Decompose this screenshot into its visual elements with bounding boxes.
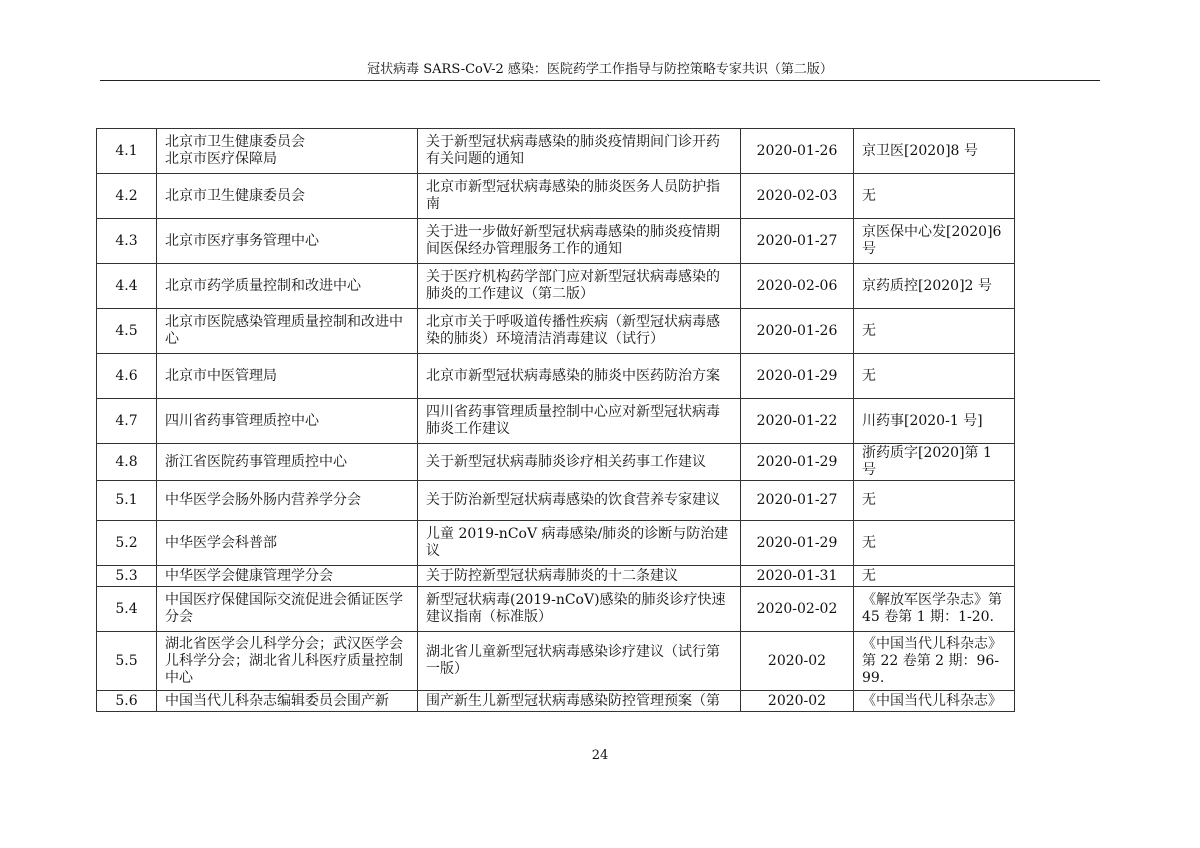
table-body bbox=[97, 129, 1015, 712]
cell-document-number: 无 bbox=[854, 354, 1015, 399]
cell-document-title: 北京市新型冠状病毒感染的肺炎医务人员防护指南 bbox=[418, 174, 741, 219]
cell-organization: 北京市医疗事务管理中心 bbox=[157, 219, 418, 264]
table-row bbox=[97, 264, 1015, 309]
cell-document-title: 关于进一步做好新型冠状病毒感染的肺炎疫情期间医保经办管理服务工作的通知 bbox=[418, 219, 741, 264]
cell-document-number: 浙药质字[2020]第 1 号 bbox=[854, 444, 1015, 481]
cell-date: 2020-01-29 bbox=[741, 444, 854, 481]
table-row bbox=[97, 481, 1015, 521]
cell-document-title: 关于医疗机构药学部门应对新型冠状病毒感染的肺炎的工作建议（第二版） bbox=[418, 264, 741, 309]
cell-date: 2020-01-27 bbox=[741, 219, 854, 264]
cell-document-title: 儿童 2019-nCoV 病毒感染/肺炎的诊断与防治建议 bbox=[418, 521, 741, 566]
cell-number: 5.3 bbox=[97, 566, 157, 587]
table-row bbox=[97, 399, 1015, 444]
cell-document-number: 京医保中心发[2020]6 号 bbox=[854, 219, 1015, 264]
cell-date: 2020-02 bbox=[741, 632, 854, 691]
table-row bbox=[97, 309, 1015, 354]
cell-number: 4.1 bbox=[97, 129, 157, 174]
cell-date: 2020-02-02 bbox=[741, 587, 854, 632]
cell-date: 2020-02-06 bbox=[741, 264, 854, 309]
cell-number: 4.4 bbox=[97, 264, 157, 309]
cell-organization: 中华医学会健康管理学分会 bbox=[157, 566, 418, 587]
guidelines-table bbox=[96, 128, 1015, 712]
cell-date: 2020-01-26 bbox=[741, 129, 854, 174]
cell-date: 2020-01-27 bbox=[741, 481, 854, 521]
cell-organization: 中华医学会肠外肠内营养学分会 bbox=[157, 481, 418, 521]
cell-number: 5.5 bbox=[97, 632, 157, 691]
cell-document-title: 四川省药事管理质量控制中心应对新型冠状病毒肺炎工作建议 bbox=[418, 399, 741, 444]
table-row bbox=[97, 129, 1015, 174]
cell-document-title: 新型冠状病毒(2019-nCoV)感染的肺炎诊疗快速建议指南（标准版） bbox=[418, 587, 741, 632]
cell-document-number: 《中国当代儿科杂志》 bbox=[854, 691, 1015, 712]
header-divider bbox=[100, 80, 1100, 81]
cell-document-title: 关于防控新型冠状病毒肺炎的十二条建议 bbox=[418, 566, 741, 587]
table-row bbox=[97, 691, 1015, 712]
cell-organization: 北京市药学质量控制和改进中心 bbox=[157, 264, 418, 309]
cell-date: 2020-01-29 bbox=[741, 521, 854, 566]
table-row bbox=[97, 219, 1015, 264]
cell-document-number: 京卫医[2020]8 号 bbox=[854, 129, 1015, 174]
page-header-title: 冠状病毒 SARS-CoV-2 感染：医院药学工作指导与防控策略专家共识（第二版） bbox=[367, 62, 833, 77]
cell-date: 2020-01-31 bbox=[741, 566, 854, 587]
cell-document-number: 无 bbox=[854, 481, 1015, 521]
cell-number: 4.6 bbox=[97, 354, 157, 399]
table-row bbox=[97, 174, 1015, 219]
cell-document-title: 湖北省儿童新型冠状病毒感染诊疗建议（试行第一版） bbox=[418, 632, 741, 691]
cell-organization: 北京市医院感染管理质量控制和改进中心 bbox=[157, 309, 418, 354]
cell-number: 4.8 bbox=[97, 444, 157, 481]
cell-document-number: 无 bbox=[854, 566, 1015, 587]
cell-organization: 北京市卫生健康委员会 bbox=[157, 174, 418, 219]
cell-organization: 中国医疗保健国际交流促进会循证医学分会 bbox=[157, 587, 418, 632]
cell-date: 2020-01-26 bbox=[741, 309, 854, 354]
cell-organization: 湖北省医学会儿科学分会；武汉医学会儿科学分会；湖北省儿科医疗质量控制中心 bbox=[157, 632, 418, 691]
cell-date: 2020-01-22 bbox=[741, 399, 854, 444]
table-row bbox=[97, 354, 1015, 399]
cell-number: 5.6 bbox=[97, 691, 157, 712]
page-number: 24 bbox=[591, 748, 609, 763]
cell-organization: 浙江省医院药事管理质控中心 bbox=[157, 444, 418, 481]
cell-document-title: 关于新型冠状病毒肺炎诊疗相关药事工作建议 bbox=[418, 444, 741, 481]
cell-document-number: 《解放军医学杂志》第 45 卷第 1 期：1-20. bbox=[854, 587, 1015, 632]
cell-number: 4.3 bbox=[97, 219, 157, 264]
cell-organization: 中华医学会科普部 bbox=[157, 521, 418, 566]
cell-document-title: 围产新生儿新型冠状病毒感染防控管理预案（第 bbox=[418, 691, 741, 712]
cell-date: 2020-02 bbox=[741, 691, 854, 712]
cell-date: 2020-01-29 bbox=[741, 354, 854, 399]
cell-document-number: 无 bbox=[854, 521, 1015, 566]
table-row bbox=[97, 444, 1015, 481]
cell-number: 4.7 bbox=[97, 399, 157, 444]
cell-document-number: 川药事[2020-1 号] bbox=[854, 399, 1015, 444]
cell-document-title: 北京市关于呼吸道传播性疾病（新型冠状病毒感染的肺炎）环境清洁消毒建议（试行） bbox=[418, 309, 741, 354]
cell-number: 5.2 bbox=[97, 521, 157, 566]
cell-document-number: 京药质控[2020]2 号 bbox=[854, 264, 1015, 309]
cell-document-number: 无 bbox=[854, 309, 1015, 354]
cell-document-title: 关于新型冠状病毒感染的肺炎疫情期间门诊开药有关问题的通知 bbox=[418, 129, 741, 174]
cell-date: 2020-02-03 bbox=[741, 174, 854, 219]
cell-organization: 中国当代儿科杂志编辑委员会围产新 bbox=[157, 691, 418, 712]
cell-document-number: 《中国当代儿科杂志》第 22 卷第 2 期：96-99. bbox=[854, 632, 1015, 691]
table-row bbox=[97, 587, 1015, 632]
cell-organization: 北京市卫生健康委员会 北京市医疗保障局 bbox=[157, 129, 418, 174]
table-row bbox=[97, 566, 1015, 587]
table-row bbox=[97, 521, 1015, 566]
table-row bbox=[97, 632, 1015, 691]
cell-number: 5.4 bbox=[97, 587, 157, 632]
cell-number: 4.2 bbox=[97, 174, 157, 219]
cell-document-title: 关于防治新型冠状病毒感染的饮食营养专家建议 bbox=[418, 481, 741, 521]
cell-organization: 北京市中医管理局 bbox=[157, 354, 418, 399]
cell-document-title: 北京市新型冠状病毒感染的肺炎中医药防治方案 bbox=[418, 354, 741, 399]
cell-number: 4.5 bbox=[97, 309, 157, 354]
cell-organization: 四川省药事管理质控中心 bbox=[157, 399, 418, 444]
cell-number: 5.1 bbox=[97, 481, 157, 521]
cell-document-number: 无 bbox=[854, 174, 1015, 219]
